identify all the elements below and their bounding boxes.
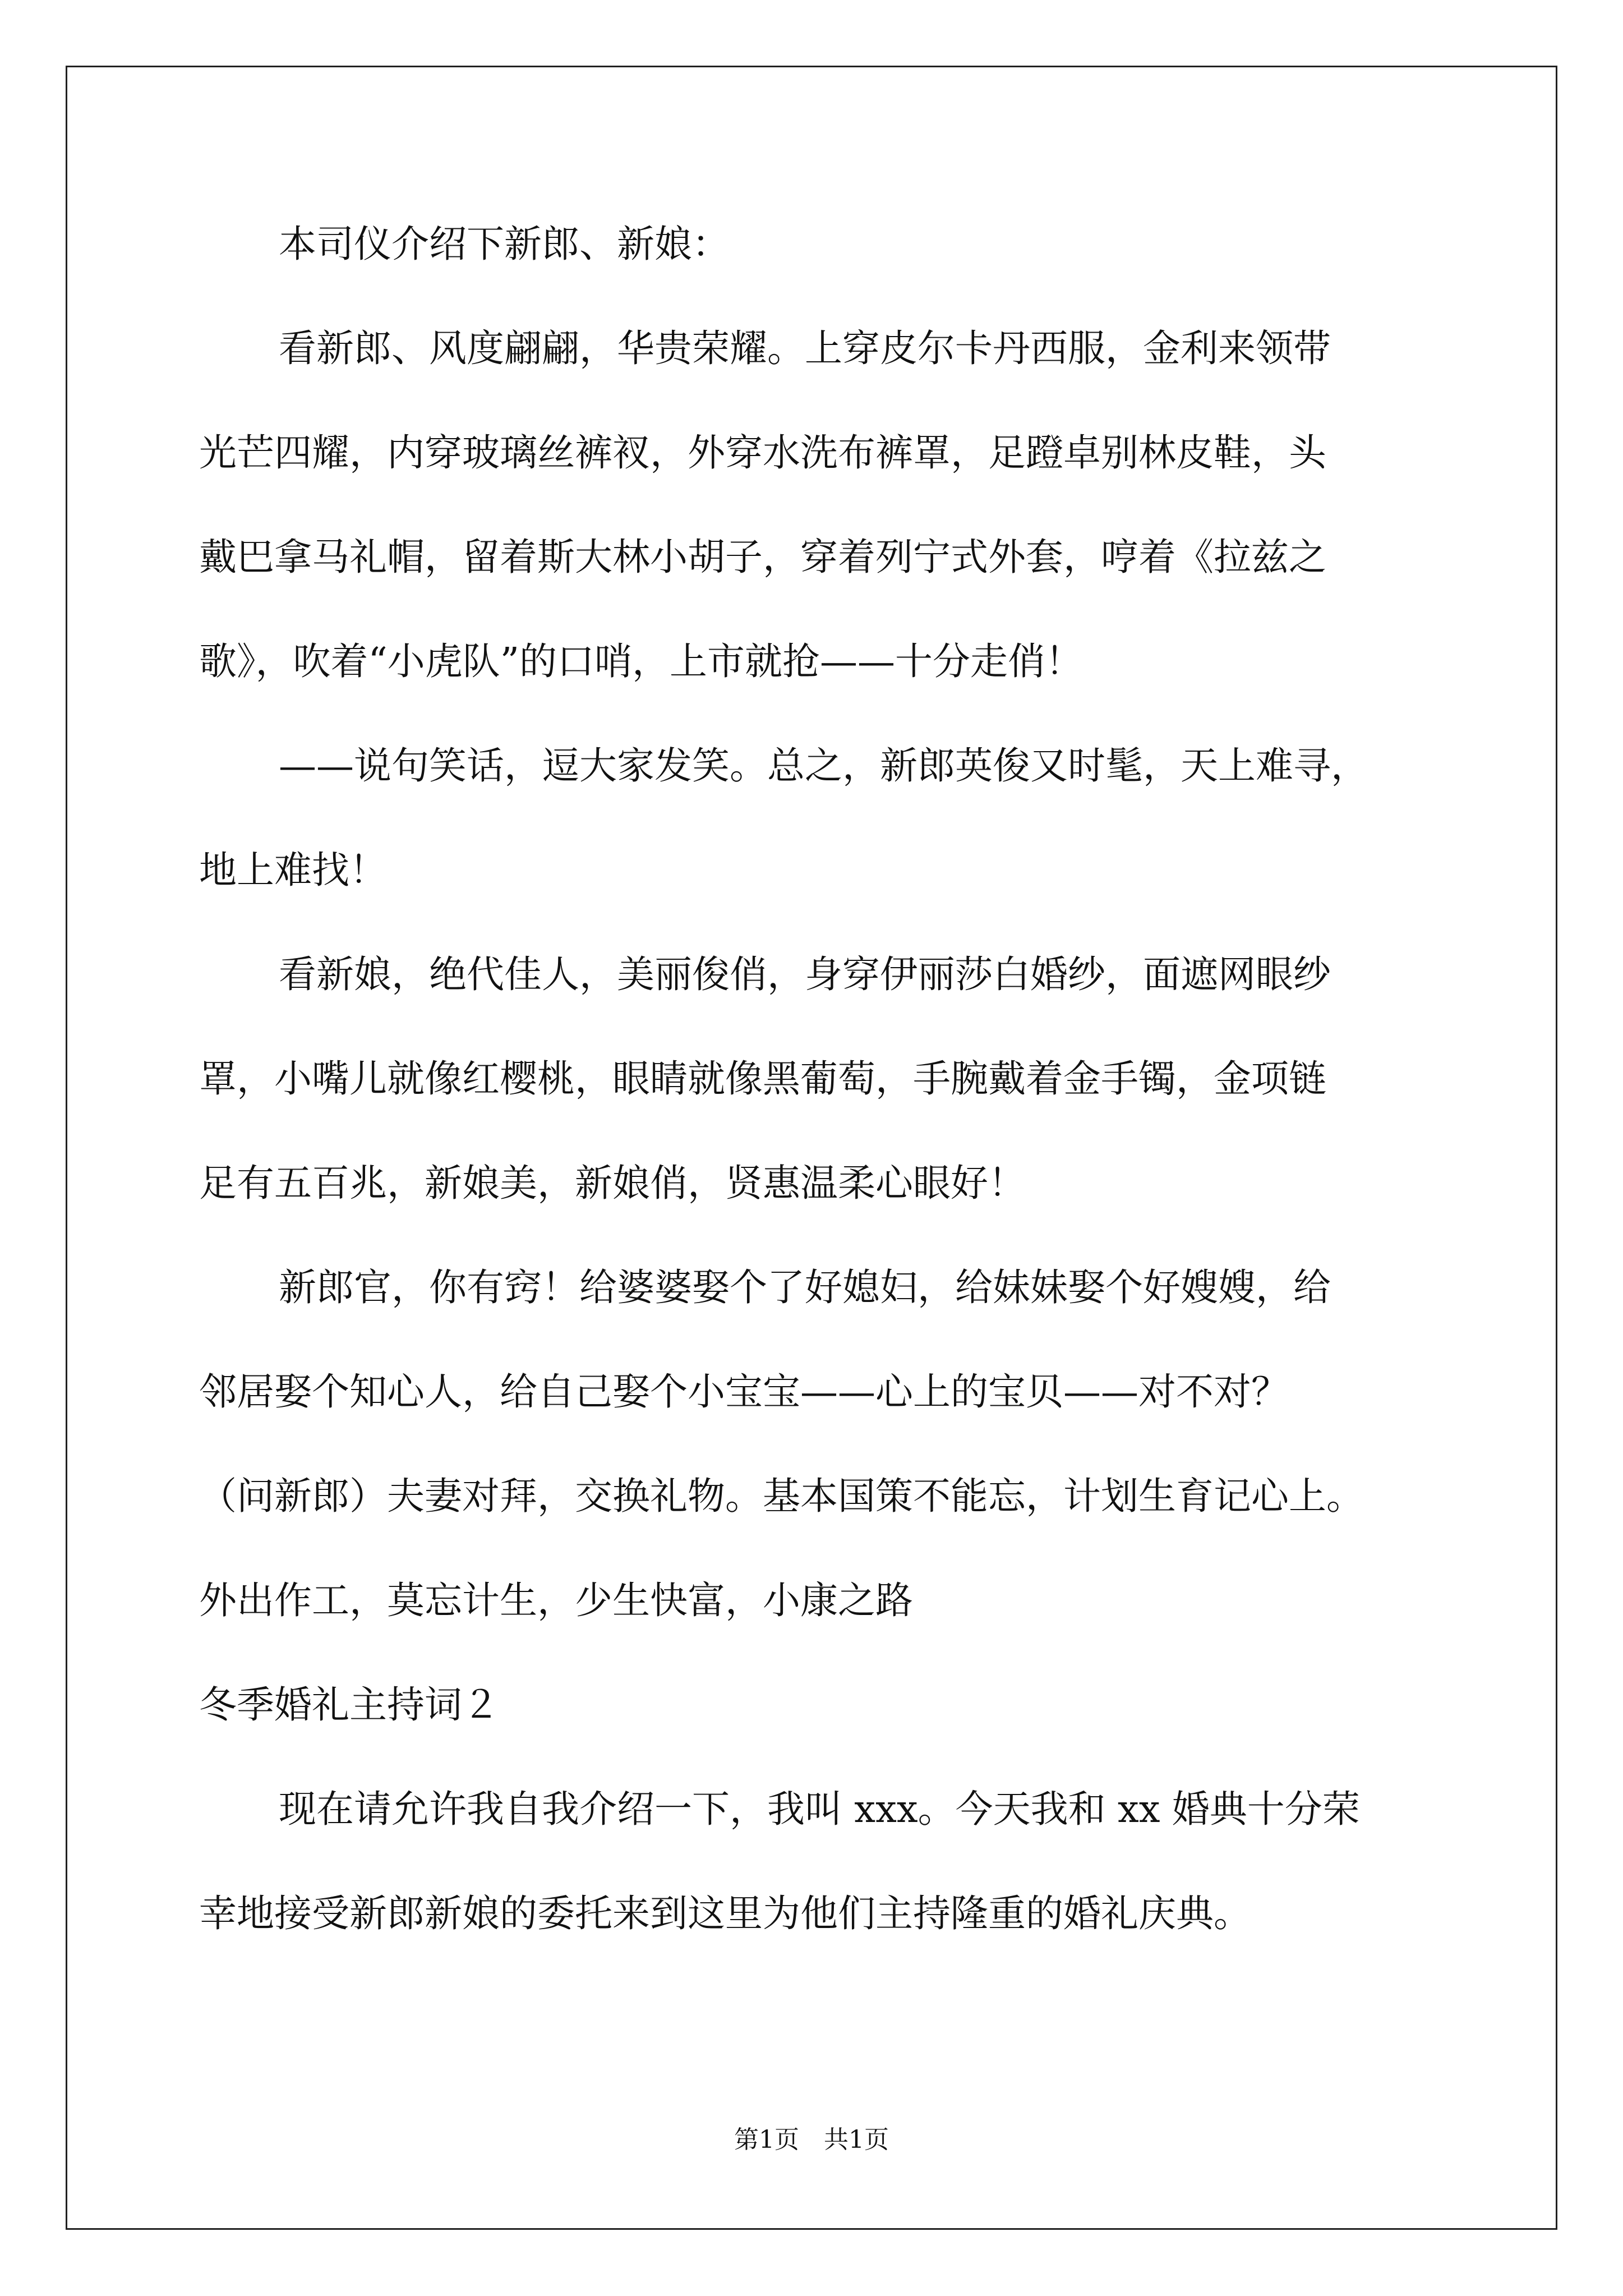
page-footer: 第1页 共1页 [734, 2125, 889, 2154]
paragraph-line: 本司仪介绍下新郎、新娘： [279, 222, 730, 266]
paragraph-line: 看新郎、风度翩翩，华贵荣耀。上穿皮尔卡丹西服，金利来领带 [279, 326, 1331, 370]
paragraph-line: 外出作工，莫忘计生，少生快富，小康之路 [199, 1579, 913, 1622]
paragraph-line: ——说句笑话，逗大家发笑。总之，新郎英俊又时髦，天上难寻， [279, 744, 1368, 788]
paragraph-line: 足有五百兆，新娘美，新娘俏，贤惠温柔心眼好！ [199, 1161, 1026, 1205]
paragraph-line: 邻居娶个知心人，给自己娶个小宝宝——心上的宝贝——对不对？ [199, 1370, 1289, 1414]
paragraph-line: （问新郎）夫妻对拜，交换礼物。基本国策不能忘，计划生育记心上。 [199, 1474, 1364, 1518]
paragraph-line: 看新娘，绝代佳人，美丽俊俏，身穿伊丽莎白婚纱，面遮网眼纱 [279, 953, 1331, 996]
paragraph-line: 罩，小嘴儿就像红樱桃，眼睛就像黑葡萄，手腕戴着金手镯，金项链 [199, 1057, 1326, 1101]
paragraph-line: 地上难找！ [199, 848, 387, 892]
paragraph-line: 幸地接受新郎新娘的委托来到这里为他们主持隆重的婚礼庆典。 [199, 1892, 1251, 1935]
paragraph-line: 光芒四耀，内穿玻璃丝裤衩，外穿水洗布裤罩，足蹬卓别林皮鞋，头 [199, 431, 1326, 475]
paragraph-line: 戴巴拿马礼帽，留着斯大林小胡子，穿着列宁式外套，哼着《拉兹之 [199, 535, 1326, 579]
paragraph-line: 新郎官，你有窍！给婆婆娶个了好媳妇，给妹妹娶个好嫂嫂，给 [279, 1266, 1331, 1309]
paragraph-line: 歌》，吹着“小虎队”的口哨，上市就抢——十分走俏！ [199, 639, 1083, 683]
section-heading: 冬季婚礼主持词２ [199, 1683, 500, 1727]
paragraph-line: 现在请允许我自我介绍一下，我叫 xxx。今天我和 xx 婚典十分荣 [279, 1787, 1360, 1831]
